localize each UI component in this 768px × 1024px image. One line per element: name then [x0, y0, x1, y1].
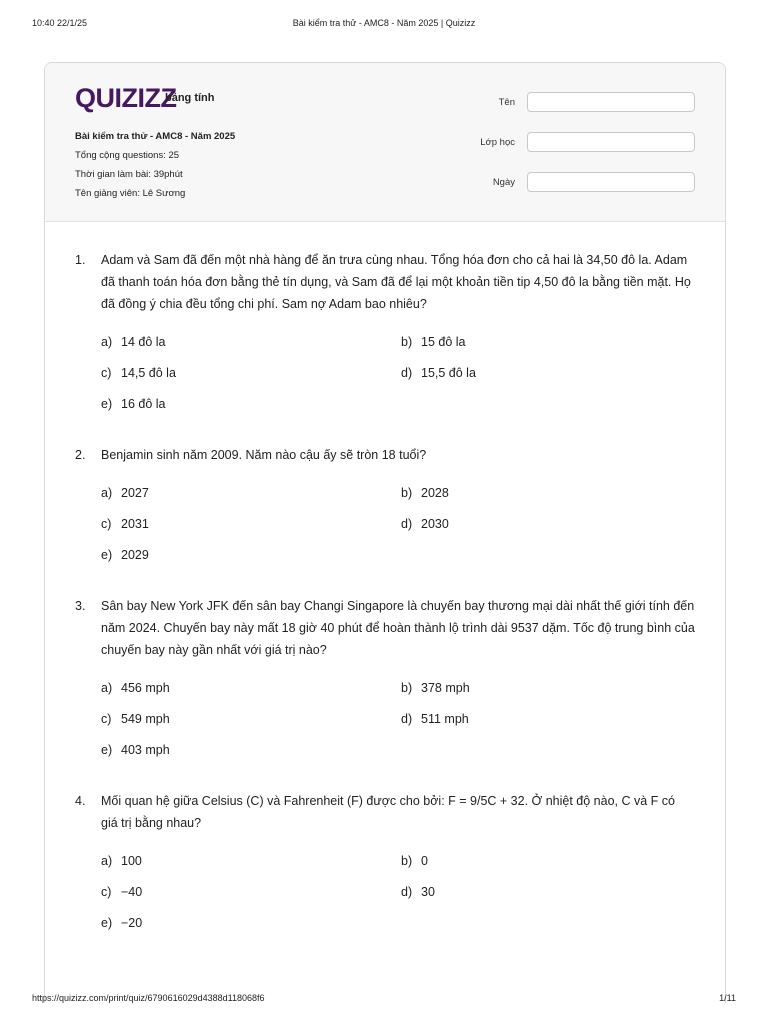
option-e [101, 393, 401, 415]
option-e [101, 544, 401, 566]
option-e [101, 912, 401, 934]
option-text: 2029 [121, 548, 149, 562]
print-url[interactable]: https://quizizz.com/print/quiz/6790616029d4388d118068f6 [32, 993, 265, 1003]
option-a [101, 850, 401, 872]
worksheet-label: bảng tính [165, 92, 215, 104]
question-3 [75, 595, 695, 761]
option-text: 14,5 đô la [121, 366, 176, 380]
name-input[interactable] [527, 92, 695, 112]
option-text: 100 [121, 854, 142, 868]
quiz-teacher: Tên giảng viên: Lê Sương [75, 188, 186, 199]
option-text: 30 [421, 885, 435, 899]
question-number: 2. [75, 448, 86, 462]
option-b [401, 850, 695, 872]
option-letter: d) [401, 885, 413, 899]
question-text: Mối quan hệ giữa Celsius (C) và Fahrenheit (F) được cho bởi: F = 9/5C + 32. Ở nhiệt độ nào, C và F có giá trị bằng nhau? [101, 794, 675, 830]
option-text: 549 mph [121, 712, 170, 726]
worksheet-header [45, 63, 725, 222]
question-2 [75, 444, 695, 566]
option-d [401, 362, 695, 384]
option-b [401, 677, 695, 699]
option-b [401, 482, 695, 504]
option-letter: c) [101, 885, 112, 899]
page-number: 1/11 [719, 993, 736, 1003]
question-list [75, 249, 695, 963]
option-letter: d) [401, 517, 413, 531]
option-letter: e) [101, 916, 113, 930]
option-list [101, 850, 695, 934]
date-label: Ngày [492, 177, 515, 188]
option-d [401, 881, 695, 903]
option-c [101, 881, 401, 903]
option-d [401, 513, 695, 535]
question-text: Benjamin sinh năm 2009. Năm nào cậu ấy sẽ tròn 18 tuổi? [101, 448, 427, 462]
question-number: 3. [75, 599, 86, 613]
option-c [101, 513, 401, 535]
option-a [101, 677, 401, 699]
option-letter: c) [101, 712, 112, 726]
option-letter: d) [401, 366, 413, 380]
option-letter: b) [401, 681, 413, 695]
option-a [101, 482, 401, 504]
question-number: 4. [75, 794, 86, 808]
option-text: 0 [421, 854, 428, 868]
option-letter: a) [101, 854, 113, 868]
question-number: 1. [75, 253, 86, 267]
option-text: 403 mph [121, 743, 170, 757]
option-letter: a) [101, 486, 113, 500]
option-letter: e) [101, 397, 113, 411]
quiz-duration: Thời gian làm bài: 39phút [75, 169, 183, 180]
option-text: 2031 [121, 517, 149, 531]
option-d [401, 708, 695, 730]
quiz-total-questions: Tổng cộng questions: 25 [75, 150, 180, 161]
option-c [101, 708, 401, 730]
option-list [101, 482, 695, 566]
option-text: 2030 [421, 517, 449, 531]
option-a [101, 331, 401, 353]
option-letter: c) [101, 517, 112, 531]
option-letter: e) [101, 548, 113, 562]
question-text: Sân bay New York JFK đến sân bay Changi Singapore là chuyến bay thương mại dài nhất thế giới tính đến năm 2024. Chuyến bay này mất 18 giờ 40 phút để hoàn thành lộ trình dài 9537 dặm. Tốc độ trung bình của chuyến bay này gần nhất với giá trị nào? [101, 599, 695, 657]
option-text: 511 mph [421, 712, 469, 726]
print-title: Bài kiểm tra thử - AMC8 - Năm 2025 | Quizizz [292, 18, 476, 28]
option-letter: a) [101, 335, 113, 349]
question-text: Adam và Sam đã đến một nhà hàng để ăn trưa cùng nhau. Tổng hóa đơn cho cả hai là 34,50 đô la. Adam đã thanh toán hóa đơn bằng thẻ tín dụng, và Sam đã để lại một khoản tiền tip 4,50 đô la bằng tiền mặt. Họ đã đồng ý chia đều tổng chi phí. Sam nợ Adam bao nhiêu? [101, 253, 691, 311]
option-letter: b) [401, 486, 413, 500]
option-text: 2028 [421, 486, 449, 500]
class-label: Lớp học [480, 137, 515, 148]
print-timestamp: 10:40 22/1/25 [32, 18, 88, 28]
option-text: 15,5 đô la [421, 366, 476, 380]
class-input[interactable] [527, 132, 695, 152]
option-text: 378 mph [421, 681, 470, 695]
quizizz-logo: QUIZIZZ [75, 83, 177, 113]
option-text: −20 [121, 916, 143, 930]
option-letter: c) [101, 366, 112, 380]
question-1 [75, 249, 695, 415]
option-text: 14 đô la [121, 335, 166, 349]
option-letter: a) [101, 681, 113, 695]
option-text: 456 mph [121, 681, 170, 695]
quiz-title: Bài kiểm tra thử - AMC8 - Năm 2025 [75, 131, 236, 142]
option-text: 16 đô la [121, 397, 166, 411]
print-footer [32, 993, 736, 1003]
question-4 [75, 790, 695, 934]
option-list [101, 677, 695, 761]
option-letter: b) [401, 335, 413, 349]
option-letter: e) [101, 743, 113, 757]
option-text: 15 đô la [421, 335, 466, 349]
option-e [101, 739, 401, 761]
quiz-info [75, 127, 235, 203]
option-letter: d) [401, 712, 413, 726]
option-letter: b) [401, 854, 413, 868]
date-input[interactable] [527, 172, 695, 192]
option-text: −40 [121, 885, 143, 899]
name-label: Tên [498, 97, 515, 108]
worksheet-card [44, 62, 726, 1003]
option-list [101, 331, 695, 415]
option-text: 2027 [121, 486, 149, 500]
option-c [101, 362, 401, 384]
option-b [401, 331, 695, 353]
